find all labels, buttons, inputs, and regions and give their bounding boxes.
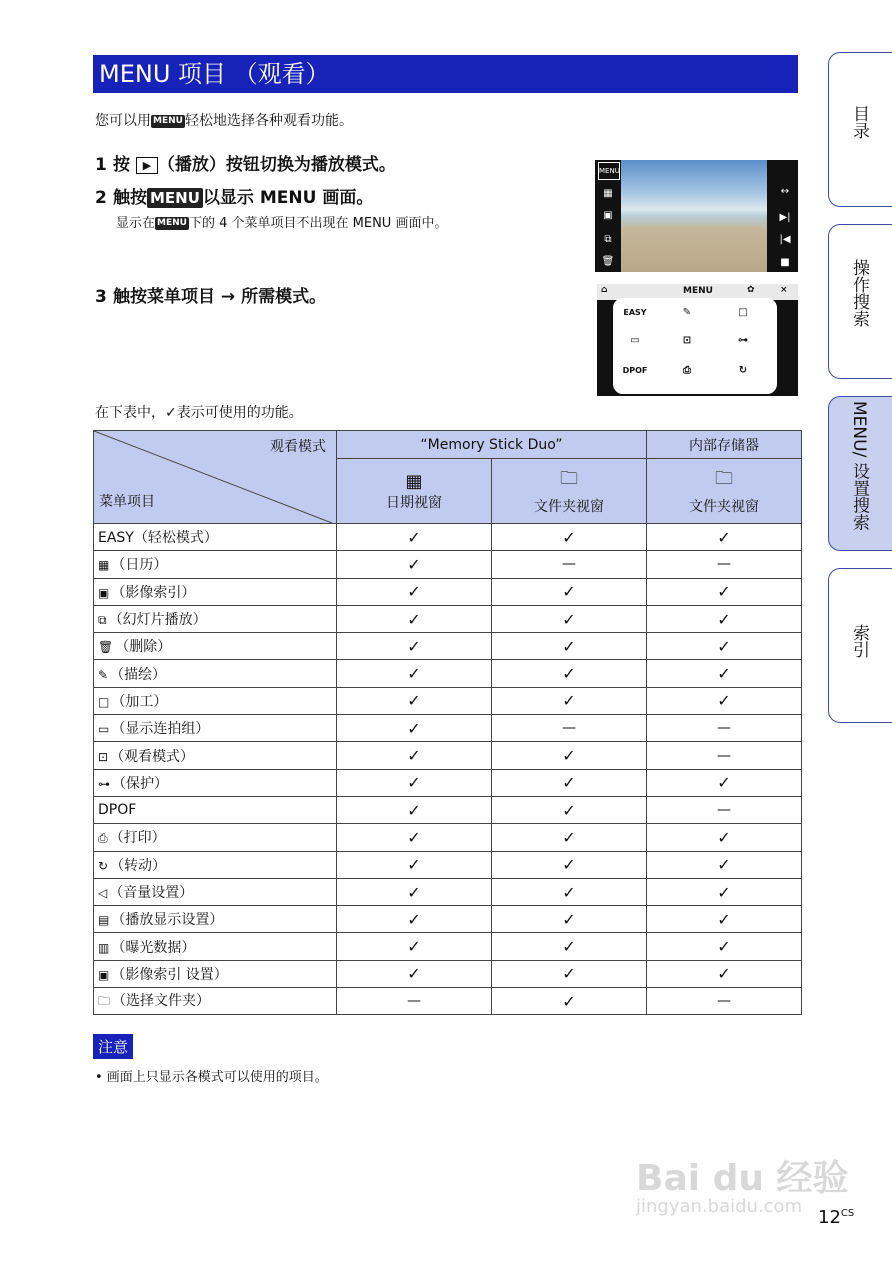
table-row [94,933,802,960]
baidu-watermark: Bai du 经验 [636,1158,849,1199]
available-check: ✓ [647,660,802,687]
available-check: ✓ [492,851,647,878]
folder-icon: 🗀 [560,468,578,490]
index-icon[interactable]: ▣ [603,210,613,221]
table-row [94,605,802,632]
available-check: ✓ [337,578,492,605]
table-row [94,824,802,851]
delete-icon[interactable]: 🗑 [601,256,615,267]
available-check: ✓ [647,824,802,851]
camera-menu-screen [597,284,798,396]
available-check: ✓ [492,878,647,905]
available-check: ✓ [647,878,802,905]
available-check: ✓ [647,960,802,987]
row-label: □ （加工） [94,687,337,714]
available-check: ✓ [492,933,647,960]
available-check: ✓ [337,878,492,905]
tab-menu-settings-search[interactable]: MENU/ 设置搜索 [828,396,892,551]
available-check: ✓ [492,605,647,632]
tab-operation-search[interactable]: 操作搜索 [828,224,892,379]
menu-chip: MENU [157,218,187,228]
view-mode-item-icon[interactable]: ⊡ [682,335,692,346]
available-check: ✓ [647,906,802,933]
available-check: ✓ [647,933,802,960]
available-check: ✓ [337,933,492,960]
available-check: ✓ [647,687,802,714]
menu-items-table [93,430,802,1015]
protect-item-icon[interactable]: ⊶ [738,335,748,346]
gear-icon[interactable]: ✿ [747,285,755,295]
baidu-watermark-url: jingyan.baidu.com [636,1196,803,1217]
available-check: ✓ [337,796,492,823]
row-label: ↻ （转动） [94,851,337,878]
row-label: 🗀 （选择文件夹） [94,988,337,1015]
available-check: ✓ [337,660,492,687]
row-label: ▦ （日历） [94,551,337,578]
previous-icon[interactable]: |◀ [779,234,791,245]
menu-item-icon: ◁ [98,886,108,900]
note-label: 注意 [93,1034,133,1059]
intro-text: 您可以用 MENU 轻松地选择各种观看功能。 [95,113,353,129]
unavailable-dash: — [647,742,802,769]
tab-contents[interactable]: 目录 [828,52,892,207]
close-icon[interactable]: × [780,285,788,295]
available-check: ✓ [337,524,492,551]
menu-screen-title: MENU [683,286,713,296]
table-row [94,878,802,905]
row-label: ✎ （描绘） [94,660,337,687]
table-row [94,988,802,1015]
row-label: ▣ （影像索引 设置） [94,960,337,987]
table-row [94,851,802,878]
available-check: ✓ [492,769,647,796]
available-check: ✓ [492,660,647,687]
table-row [94,742,802,769]
table-row [94,906,802,933]
menu-chip: MENU [147,188,203,208]
menu-item-icon: ▭ [98,722,110,737]
menu-item-icon: ▦ [98,558,110,573]
menu-item-header: 菜单项目 [99,494,155,510]
table-row [94,551,802,578]
menu-item-icon: 🗀 [98,993,111,1008]
col-folder-view: 🗀 文件夹视窗 [492,459,647,524]
unavailable-dash: — [492,551,647,578]
row-label: ◁ （音量设置） [94,878,337,905]
menu-item-icon: ↻ [98,858,109,873]
menu-item-icon: ⊡ [98,749,109,764]
rotate-item-icon[interactable]: ↻ [738,365,748,376]
menu-item-icon: ✎ [98,667,109,682]
table-caption: 在下表中，✓表示可使用的功能。 [95,405,303,421]
internal-memory-header: 内部存储器 [647,431,802,459]
retouch-item-icon[interactable]: □ [738,307,748,318]
available-check: ✓ [647,605,802,632]
calendar-icon[interactable]: ▦ [603,188,613,199]
row-label: EASY（轻松模式） [94,524,337,551]
available-check: ✓ [337,960,492,987]
available-check: ✓ [492,960,647,987]
row-label: ⊶ （保护） [94,769,337,796]
available-check: ✓ [337,605,492,632]
available-check: ✓ [492,524,647,551]
col-date-view: ▦ 日期视窗 [337,459,492,524]
table-row [94,687,802,714]
unavailable-dash: — [647,988,802,1015]
available-check: ✓ [492,742,647,769]
menu-item-icon: ▤ [98,913,110,928]
available-check: ✓ [492,906,647,933]
row-label: ⧉ （幻灯片播放） [94,605,337,632]
available-check: ✓ [647,633,802,660]
page-title: MENU 项目 （观看） [93,55,798,93]
page-number: $12^{CS}$ [818,1207,855,1228]
available-check: ✓ [337,769,492,796]
menu-item-icon: ▥ [98,940,110,955]
camera-mode-icon[interactable]: ■ [780,257,790,268]
available-check: ✓ [492,988,647,1015]
table-row [94,660,802,687]
header-corner [94,431,337,524]
row-label: ▥ （曝光数据） [94,933,337,960]
menu-item-icon: ⎙ [98,831,108,846]
available-check: ✓ [337,824,492,851]
available-check: ✓ [492,687,647,714]
row-label: ⊡ （观看模式） [94,742,337,769]
slideshow-icon[interactable]: ⧉ [604,234,612,245]
folder-icon: 🗀 [715,468,733,490]
table-row [94,524,802,551]
row-label: ▭ （显示连拍组） [94,715,337,742]
available-check: ✓ [337,687,492,714]
paint-item-icon[interactable]: ✎ [682,307,692,318]
table-row [94,715,802,742]
menu-item-icon: ▣ [98,585,110,600]
beach-photo [621,160,767,272]
step-1: 1 按 ▶ （播放）按钮切换为播放模式。 [95,155,396,175]
available-check: ✓ [647,769,802,796]
row-label: 🗑 （删除） [94,633,337,660]
menu-item-icon: □ [98,694,110,709]
memory-stick-header: “Memory Stick Duo” [337,431,647,459]
row-label: ▤ （播放显示设置） [94,906,337,933]
tab-index[interactable]: 索引 [828,568,892,723]
calendar-icon: ▦ [405,470,423,492]
available-check: ✓ [492,633,647,660]
resize-icon[interactable]: ↔ [780,186,790,197]
table-row [94,960,802,987]
available-check: ✓ [337,551,492,578]
row-label: DPOF [94,796,337,823]
row-label: ⎙ （打印） [94,824,337,851]
step-2-note: 显示在 MENU 下的 4 个菜单项目不出现在 MENU 画面中。 [116,216,448,231]
easy-item[interactable]: EASY [623,308,647,317]
available-check: ✓ [647,524,802,551]
available-check: ✓ [337,633,492,660]
menu-icon[interactable]: MENU [598,162,620,180]
table-row [94,796,802,823]
available-check: ✓ [337,742,492,769]
home-icon[interactable]: ⌂ [601,285,608,295]
menu-item-icon: ⊶ [98,776,110,791]
table-row [94,769,802,796]
available-check: ✓ [492,824,647,851]
next-icon[interactable]: ▶| [779,212,791,223]
step-3: 3 触按菜单项目 → 所需模式。 [95,287,327,307]
unavailable-dash: — [337,988,492,1015]
menu-item-icon: 🗑 [98,640,114,655]
menu-item-icon: ▣ [98,967,110,982]
camera-playback-screen [595,160,798,272]
dpof-item[interactable]: DPOF [622,366,648,375]
menu-chip: MENU [153,115,183,126]
menu-item-icon: ⧉ [98,613,107,628]
col-folder-view-internal: 🗀 文件夹视窗 [647,459,802,524]
view-mode-header: 观看模式 [270,439,326,455]
unavailable-dash: — [647,796,802,823]
step-2: 2 触按 MENU 以显示 MENU 画面。 [95,188,374,208]
available-check: ✓ [337,715,492,742]
row-label: ▣ （影像索引） [94,578,337,605]
burst-group-item-icon[interactable]: ▭ [630,335,640,346]
unavailable-dash: — [492,715,647,742]
menu-panel [613,298,777,394]
available-check: ✓ [647,851,802,878]
unavailable-dash: — [647,715,802,742]
available-check: ✓ [337,851,492,878]
note-text: • 画面上只显示各模式可以使用的项目。 [95,1070,328,1085]
table-row [94,578,802,605]
table-row [94,633,802,660]
unavailable-dash: — [647,551,802,578]
available-check: ✓ [647,578,802,605]
available-check: ✓ [337,906,492,933]
play-button-icon: ▶ [136,157,158,174]
available-check: ✓ [492,578,647,605]
print-item-icon[interactable]: ⎙ [683,365,691,376]
available-check: ✓ [492,796,647,823]
